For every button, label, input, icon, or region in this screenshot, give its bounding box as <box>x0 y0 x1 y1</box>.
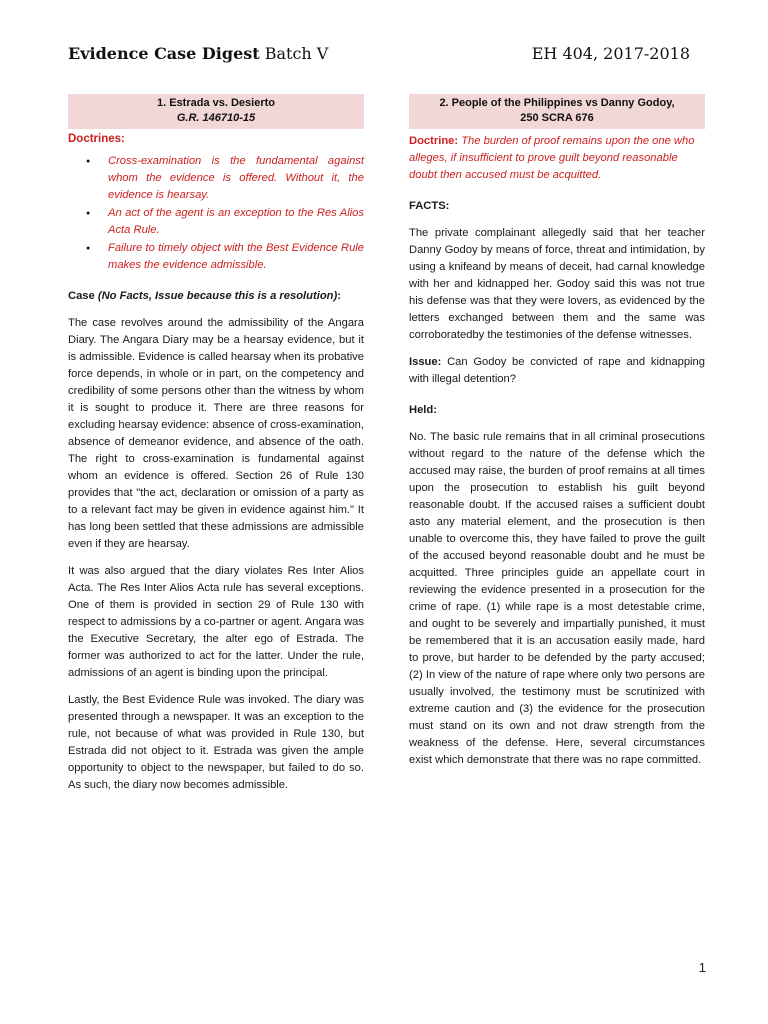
case-label-note: (No Facts, Issue because this is a resolution) <box>97 290 338 302</box>
paragraph: The case revolves around the admissibility of the Angara Diary. The Angara Diary may be a hearsay evidence, but it is admissible. Evidence is called hearsay when its probative force depends, in whole or in part, on the competency and credibility of some persons other than the witness by whom it is sought to produce it. There are three reasons for excluding hearsay evidence: absence of cross-examination, absence of demeanor evidence, and absence of the oath. The right to cross-examination is fundamental against whom an evidence is offered. Section 26 of Rule 130 provides that "the act, declaration or omission of a party as to a relevant fact may be given in evidence against him." It has long been settled that these admissions are admissible even if they are hearsay. <box>68 317 365 550</box>
paragraph: It was also argued that the diary violates Res Inter Alios Acta. The Res Inter Alios Acta rule has several exceptions. One of them is provided in section 29 of Rule 130 with respect to admissions by a co-partner or agent. Angara was the Executive Secretary, the alter ego of Estrada. The former was authorized to act for the latter. Under the rule, admissions of an agent is binding upon the principal. <box>68 565 364 679</box>
held-label <box>409 402 705 419</box>
case-label-colon: : <box>337 290 341 302</box>
column-left <box>68 94 364 804</box>
facts-label-text: FACTS: <box>409 200 450 212</box>
issue-label: Issue: <box>409 356 442 368</box>
doctrines-list <box>68 153 364 274</box>
issue-text: Can Godoy be convicted of rape and kidnapping with illegal detention? <box>409 356 705 385</box>
issue-paragraph <box>409 354 705 388</box>
doctrine-statement <box>409 133 705 184</box>
facts-label <box>409 198 705 215</box>
case-title: 2. People of the Philippines vs Danny Godoy, <box>439 97 675 109</box>
document-title <box>68 44 328 63</box>
held-label-text: Held: <box>409 404 437 416</box>
case-heading <box>409 94 705 129</box>
title-bold: Evidence Case Digest <box>68 44 260 63</box>
case-heading <box>68 94 364 129</box>
doctrines-label: Doctrines: <box>68 133 125 145</box>
list-item: ● Failure to timely object with the Best Evidence Rule makes the evidence admissible. <box>108 240 364 274</box>
course-code: EH 404, 2017-2018 <box>531 44 690 63</box>
title-batch: Batch V <box>259 44 329 63</box>
doctrine-label: Doctrine: <box>409 135 459 147</box>
case-label <box>68 288 364 305</box>
facts-paragraph: The private complainant allegedly said that her teacher Danny Godoy by means of force, threat and intimidation, by using a knifeand by means of deceit, had carnal knowledge with her and kidnapped her. Godoy said this was not true his defense was that they were lovers, as evidenced by the letters exchanged between them and the same was corroboratedby the testimonies of the defense witnesses. <box>409 227 705 341</box>
doctrine-text: The burden of proof remains upon the one who alleges, if insufficient to prove guilt beyond reasonable doubt then accused must be acquitted. <box>409 135 695 181</box>
case-label-text: Case <box>68 290 95 302</box>
held-paragraph: No. The basic rule remains that in all criminal prosecutions without regard to the nature of the defense which the accused may raise, the burden of proof remains at all times upon the prosecution to establish his guilt beyond reasonable doubt. If the accused raises a sufficient doubt asto any material element, and the prosecution is then unable to overcome this, they have failed to prove the guilt of the accused beyond reasonable doubt and he must be acquitted. Three principles guide an appellate court in reviewing the evidence presented in a prosecution for the crime of rape. (1) while rape is a most detestable crime, and ought to be severely and impartially punished, it must be remembered that it is an accusation easily made, hard to prove, but harder to be defended by the party accused; (2) In view of the nature of rape where only two persons are usually involved, the testimony must be scrutinized with extreme caution and (3) the evidence for the prosecution must stand on its own and not draw strength from the weakness of the defense. Here, several circumstances exist which demonstrate that there was no rape committed. <box>409 431 705 766</box>
case-title: 1. Estrada vs. Desierto <box>156 97 275 109</box>
column-right <box>409 94 705 779</box>
list-item: ● An act of the agent is an exception to the Res Alios Acta Rule. <box>108 205 364 239</box>
page-header <box>68 44 708 68</box>
page-number: 1 <box>698 960 706 975</box>
doctrines-section <box>68 133 364 274</box>
case-citation: 250 SCRA 676 <box>520 112 594 124</box>
case-gr-number: G.R. 146710-15 <box>176 112 256 124</box>
list-item: ● Cross-examination is the fundamental against whom the evidence is offered. Without it, the evidence is hearsay. <box>108 153 364 204</box>
paragraph: Lastly, the Best Evidence Rule was invoked. The diary was presented through a newspaper. It was an exception to the rule, not because of what was provided in Rule 130, but Estrada did not object to it. Estrada was given the ample opportunity to object to the newspaper, but failed to do so. As such, the diary now becomes admissible. <box>68 694 364 791</box>
